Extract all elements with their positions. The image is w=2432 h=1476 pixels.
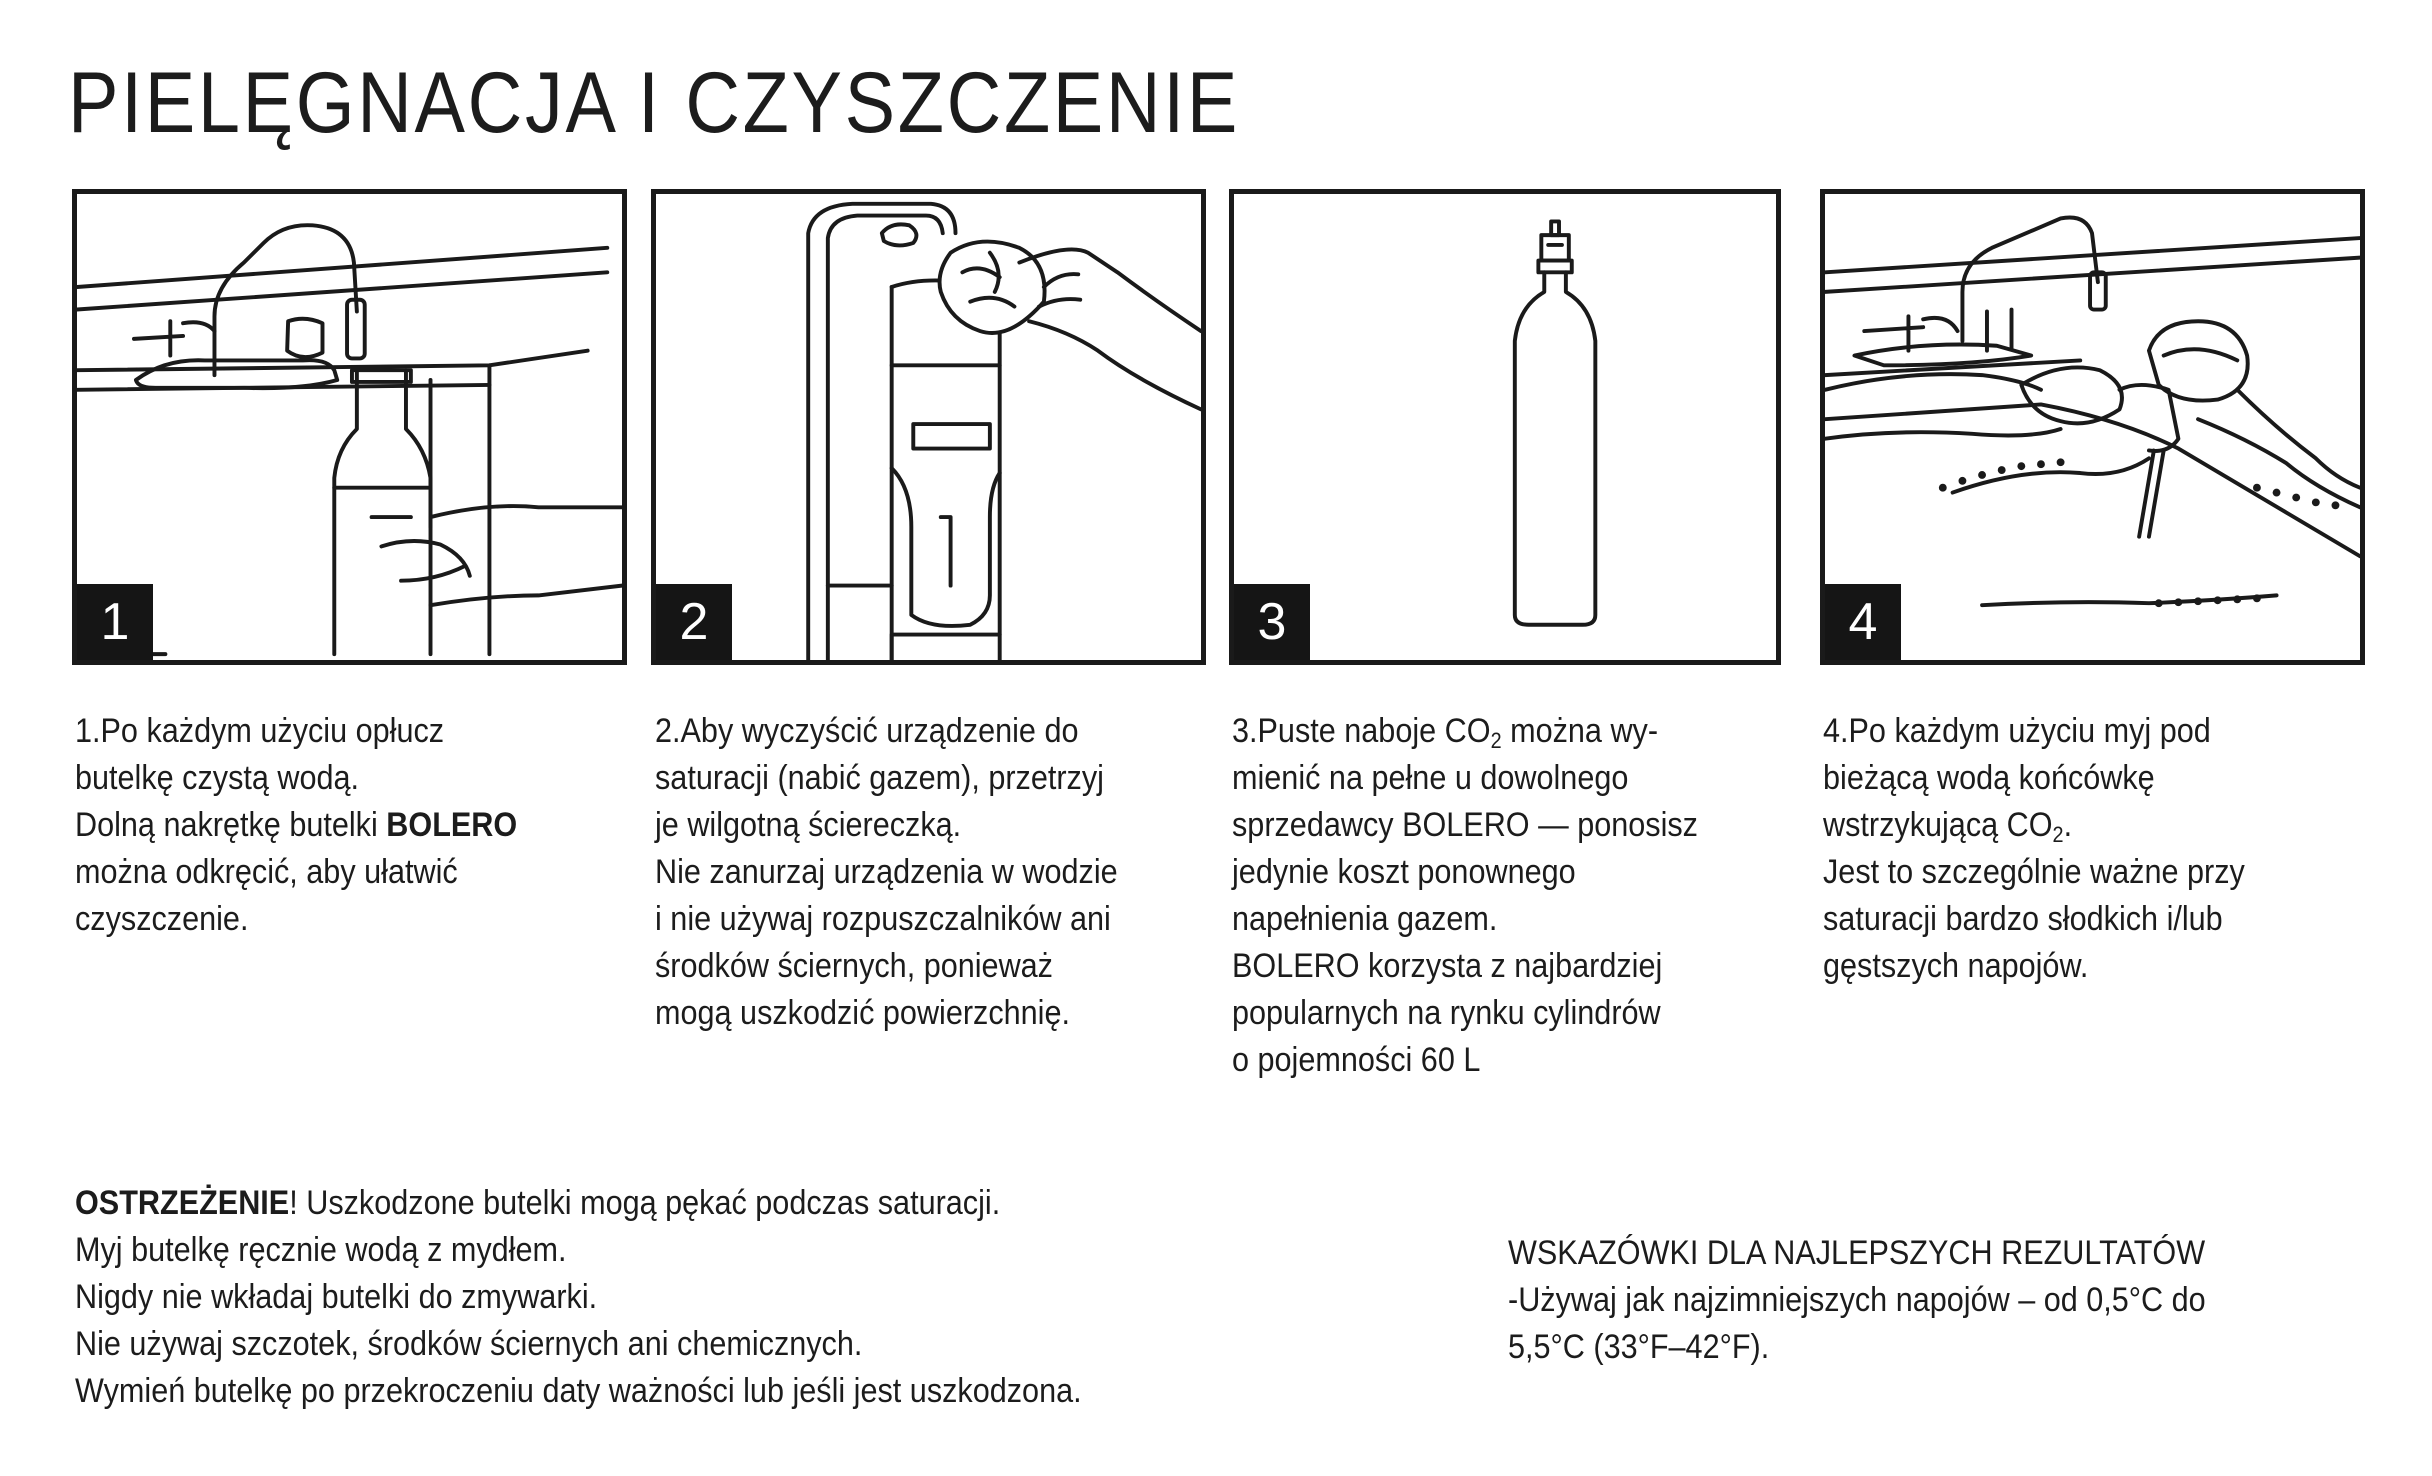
step-4-line: bieżącą wodą końcówkę xyxy=(1823,759,2155,797)
step-3-line: jedynie koszt ponownego xyxy=(1232,853,1576,891)
step-1-line: czyszczenie. xyxy=(75,900,249,938)
step-2-line: je wilgotną ściereczką. xyxy=(655,806,962,844)
step-2-line: 2.Aby wyczyścić urządzenie do xyxy=(655,712,1079,750)
step-panel-4 xyxy=(1820,189,2365,665)
tips-block xyxy=(1508,1230,2206,1371)
warning-label: OSTRZEŻENIE xyxy=(75,1184,290,1222)
step-3-line: popularnych na rynku cylindrów xyxy=(1232,994,1661,1032)
tips-line: 5,5°C (33°F–42°F). xyxy=(1508,1328,1770,1366)
step-1-line: butelkę czystą wodą. xyxy=(75,759,360,797)
step-1-line: można odkręcić, aby ułatwić xyxy=(75,853,458,891)
warning-line: OSTRZEŻENIE! Uszkodzone butelki mogą pękać podczas saturacji. xyxy=(75,1184,1001,1222)
step-2-description xyxy=(655,708,1159,1037)
washing-nozzle-illustration xyxy=(1825,194,2360,660)
tips-heading: WSKAZÓWKI DLA NAJLEPSZYCH REZULTATÓW xyxy=(1508,1234,2206,1272)
step-panel-3 xyxy=(1229,189,1781,665)
step-panel-2 xyxy=(651,189,1206,665)
step-panel-1 xyxy=(72,189,627,665)
step-3-line: mienić na pełne u dowolnego xyxy=(1232,759,1629,797)
bottle-under-tap-illustration xyxy=(77,194,622,660)
step-4-description xyxy=(1823,708,2327,990)
step-3-line: BOLERO korzysta z najbardziej xyxy=(1232,947,1663,985)
co2-cylinder-illustration xyxy=(1234,194,1776,660)
warning-line: Myj butelkę ręcznie wodą z mydłem. xyxy=(75,1231,567,1269)
step-3-line: 3.Puste naboje $CO_2$ można wy- xyxy=(1232,712,1659,753)
step-2-line: saturacji (nabić gazem), przetrzyj xyxy=(655,759,1104,797)
step-4-line: wstrzykującą $CO_2$. xyxy=(1823,806,2073,847)
page-title: PIELĘGNACJA I CZYSZCZENIE xyxy=(68,55,1241,151)
warning-line: Nigdy nie wkładaj butelki do zmywarki. xyxy=(75,1278,598,1316)
step-3-line: sprzedawcy BOLERO — ponosisz xyxy=(1232,806,1698,844)
step-3-description xyxy=(1232,708,1736,1084)
step-number-3: 3 xyxy=(1234,584,1310,660)
wiping-machine-illustration xyxy=(656,194,1201,660)
warning-block xyxy=(75,1180,1082,1415)
step-4-line: gęstszych napojów. xyxy=(1823,947,2089,985)
tips-line: -Używaj jak najzimniejszych napojów – od 0,5°C do xyxy=(1508,1281,2206,1319)
warning-line: Wymień butelkę po przekroczeniu daty ważności lub jeśli jest uszkodzona. xyxy=(75,1372,1082,1410)
step-2-line: i nie używaj rozpuszczalników ani xyxy=(655,900,1111,938)
step-1-line: 1.Po każdym użyciu opłucz xyxy=(75,712,445,750)
step-1-description xyxy=(75,708,579,943)
step-2-line: środków ściernych, ponieważ xyxy=(655,947,1053,985)
step-number-1: 1 xyxy=(77,584,153,660)
step-1-line: Dolną nakrętkę butelki BOLERO xyxy=(75,806,518,844)
step-3-line: napełnienia gazem. xyxy=(1232,900,1498,938)
step-number-2: 2 xyxy=(656,584,732,660)
step-3-line: o pojemności 60 L xyxy=(1232,1041,1481,1079)
step-4-line: 4.Po każdym użyciu myj pod xyxy=(1823,712,2211,750)
warning-line: Nie używaj szczotek, środków ściernych ani chemicznych. xyxy=(75,1325,863,1363)
step-number-4: 4 xyxy=(1825,584,1901,660)
brand-name: BOLERO xyxy=(386,806,518,844)
step-4-line: Jest to szczególnie ważne przy xyxy=(1823,853,2245,891)
step-4-line: saturacji bardzo słodkich i/lub xyxy=(1823,900,2223,938)
step-2-line: Nie zanurzaj urządzenia w wodzie xyxy=(655,853,1118,891)
step-2-line: mogą uszkodzić powierzchnię. xyxy=(655,994,1070,1032)
